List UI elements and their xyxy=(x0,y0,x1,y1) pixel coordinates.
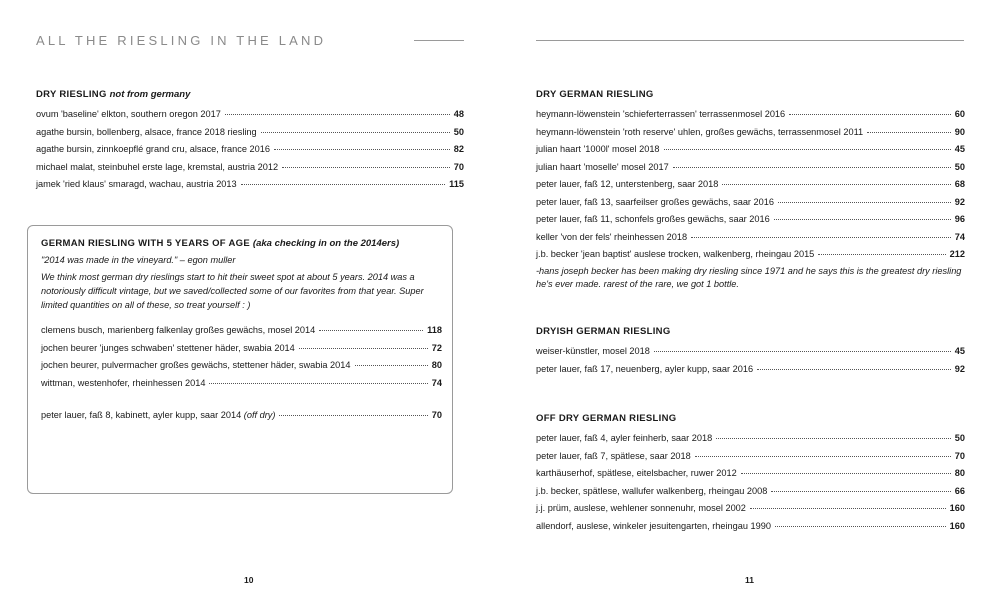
wine-price: 80 xyxy=(954,468,965,478)
wine-price: 92 xyxy=(954,363,965,374)
wine-row xyxy=(536,483,965,501)
wine-price: 90 xyxy=(954,126,965,137)
leader-dots xyxy=(867,132,951,133)
leader-dots xyxy=(279,415,427,416)
wine-name: j.b. becker, spätlese, wallufer walkenberg, rheingau 2008 xyxy=(536,485,768,496)
wine-price: 70 xyxy=(431,410,442,421)
wine-price: 92 xyxy=(954,196,965,207)
wine-name: peter lauer, faß 7, spätlese, saar 2018 xyxy=(536,450,691,461)
wine-row xyxy=(41,340,442,358)
wine-price: 96 xyxy=(954,214,965,224)
section-dryish-german xyxy=(536,326,965,378)
leader-dots xyxy=(654,351,951,352)
wine-name: peter lauer, faß 4, ayler feinherb, saar 2018 xyxy=(536,433,713,443)
page-number: 11 xyxy=(745,575,754,585)
aged-intro-text: We think most german dry rieslings start to hit their sweet spot at about 5 years. 2014 was a notoriously difficult vintage, but we saved/collected some of our favorites from that year. Super limited quantities on all of these, so treat yourself : ) xyxy=(41,272,424,310)
wine-price: 70 xyxy=(453,161,464,172)
wine-row xyxy=(536,500,965,518)
wine-name: j.j. prüm, auslese, wehlener sonnenuhr, mosel 2002 xyxy=(536,503,746,513)
leader-dots xyxy=(209,383,427,384)
wine-row xyxy=(36,159,464,177)
section-heading xyxy=(41,238,442,249)
page-number: 10 xyxy=(244,575,254,585)
wine-name: peter lauer, faß 13, saarfeilser großes gewächs, saar 2016 xyxy=(536,196,774,207)
heading-italic: (aka checking in on the 2014ers) xyxy=(252,238,400,249)
wine-row xyxy=(536,229,965,247)
section-heading xyxy=(36,89,464,100)
wine-row xyxy=(36,176,464,194)
leader-dots xyxy=(225,114,450,115)
leader-dots xyxy=(691,237,951,238)
wine-row xyxy=(36,124,464,142)
leader-dots xyxy=(771,491,950,492)
wine-row xyxy=(41,322,442,340)
leader-dots xyxy=(778,202,951,203)
wine-name: julian haart 'moselle' mosel 2017 xyxy=(536,161,669,172)
aged-riesling-content xyxy=(41,238,442,425)
section-dry-not-germany xyxy=(36,89,464,194)
leader-dots xyxy=(241,184,446,185)
wine-row xyxy=(536,448,965,466)
wine-row xyxy=(536,246,965,264)
right-page xyxy=(500,0,1000,607)
wine-row xyxy=(536,141,965,159)
wine-name xyxy=(41,407,275,425)
heading-italic: not from germany xyxy=(109,89,191,100)
section-dry-german xyxy=(536,89,965,291)
leader-dots xyxy=(818,254,945,255)
leader-dots xyxy=(261,132,450,133)
wine-name: weiser-künstler, mosel 2018 xyxy=(536,346,650,356)
leader-dots xyxy=(775,526,946,527)
wine-price: 74 xyxy=(431,377,442,388)
leader-dots xyxy=(722,184,950,185)
wine-row xyxy=(536,176,965,194)
wine-price: 80 xyxy=(431,360,442,371)
wine-name: karthäuserhof, spätlese, eitelsbacher, ruwer 2012 xyxy=(536,468,737,478)
wine-name: wittman, westenhofer, rheinhessen 2014 xyxy=(41,377,206,388)
wine-name-italic: (off dry) xyxy=(243,410,276,421)
leader-dots xyxy=(750,508,946,509)
wine-price: 50 xyxy=(954,161,965,172)
wine-price: 115 xyxy=(449,179,464,189)
section-heading: DRY GERMAN RIESLING xyxy=(536,89,654,100)
wine-row xyxy=(36,141,464,159)
heading-text: GERMAN RIESLING WITH 5 YEARS OF AGE xyxy=(41,238,250,249)
aged-riesling-box xyxy=(27,225,453,494)
wine-name: keller 'von der fels' rheinhessen 2018 xyxy=(536,231,688,242)
leader-dots xyxy=(299,348,428,349)
wine-name: ovum 'baseline' elkton, southern oregon 2017 xyxy=(36,109,221,119)
wine-price: 68 xyxy=(954,179,965,189)
wine-price: 45 xyxy=(954,346,965,356)
wine-name: j.b. becker 'jean baptist' auslese trocken, walkenberg, rheingau 2015 xyxy=(536,249,815,259)
leader-dots xyxy=(695,456,951,457)
leader-dots xyxy=(274,149,450,150)
wine-price: 70 xyxy=(954,450,965,461)
wine-row xyxy=(536,361,965,379)
wine-price: 66 xyxy=(954,485,965,496)
wine-price: 50 xyxy=(954,433,965,443)
wine-price: 82 xyxy=(453,144,464,154)
leader-dots xyxy=(664,149,951,150)
becker-note: -hans joseph becker has been making dry riesling since 1971 and he says this is the greatest dry riesling he's ever made. rarest of the rare, we got 1 bottle. xyxy=(536,265,962,289)
wine-price: 72 xyxy=(431,342,442,353)
wine-row xyxy=(36,106,464,124)
wine-row xyxy=(41,375,442,393)
wine-row xyxy=(536,430,965,448)
wine-name: jochen beurer, pulvermacher großes gewächs, stettener häder, swabia 2014 xyxy=(41,360,351,371)
leader-dots xyxy=(774,219,951,220)
wine-name-text: peter lauer, faß 8, kabinett, ayler kupp, saar 2014 xyxy=(41,410,242,421)
wine-price: 160 xyxy=(949,520,965,531)
leader-dots xyxy=(673,167,951,168)
wine-name: jochen beurer 'junges schwaben' stettener häder, swabia 2014 xyxy=(41,342,295,353)
wine-name: allendorf, auslese, winkeler jesuitengarten, rheingau 1990 xyxy=(536,520,771,531)
section-heading: DRYISH GERMAN RIESLING xyxy=(536,326,671,337)
wine-row xyxy=(41,407,442,425)
leader-dots xyxy=(282,167,450,168)
wine-name: julian haart '1000l' mosel 2018 xyxy=(536,144,660,154)
wine-row xyxy=(41,357,442,375)
wine-name: agathe bursin, bollenberg, alsace, france 2018 riesling xyxy=(36,126,257,137)
wine-row xyxy=(536,106,965,124)
leader-dots xyxy=(741,473,951,474)
wine-row xyxy=(536,194,965,212)
section-heading: OFF DRY GERMAN RIESLING xyxy=(536,413,677,424)
leader-dots xyxy=(355,365,428,366)
wine-name: clemens busch, marienberg falkenlay großes gewächs, mosel 2014 xyxy=(41,325,316,336)
wine-row xyxy=(536,211,965,229)
wine-name: jamek 'ried klaus' smaragd, wachau, austria 2013 xyxy=(36,179,237,189)
wine-row xyxy=(536,518,965,536)
wine-row xyxy=(536,343,965,361)
wine-price: 160 xyxy=(949,503,965,513)
wine-price: 118 xyxy=(427,325,442,336)
leader-dots xyxy=(789,114,951,115)
wine-price: 48 xyxy=(453,109,464,119)
wine-name: heymann-löwenstein 'schieferterrassen' terrassenmosel 2016 xyxy=(536,109,786,119)
menu-title: ALL THE RIESLING IN THE LAND xyxy=(36,33,327,48)
section-off-dry-german xyxy=(536,413,965,535)
wine-price: 45 xyxy=(954,144,965,154)
vintage-quote: "2014 was made in the vineyard." – egon muller xyxy=(41,255,236,265)
wine-price: 60 xyxy=(954,109,965,119)
wine-name: peter lauer, faß 12, unterstenberg, saar 2018 xyxy=(536,179,719,189)
wine-price: 50 xyxy=(453,126,464,137)
wine-name: peter lauer, faß 11, schonfels großes gewächs, saar 2016 xyxy=(536,214,770,224)
wine-name: michael malat, steinbuhel erste lage, kremstal, austria 2012 xyxy=(36,161,279,172)
leader-dots xyxy=(319,330,423,331)
wine-name: peter lauer, faß 17, neuenberg, ayler kupp, saar 2016 xyxy=(536,363,754,374)
header-rule-left xyxy=(414,40,464,41)
wine-row xyxy=(536,124,965,142)
leader-dots xyxy=(716,438,951,439)
wine-name: heymann-löwenstein 'roth reserve' uhlen, großes gewächs, terrassenmosel 2011 xyxy=(536,126,864,137)
header-rule-right xyxy=(536,40,964,41)
wine-price: 212 xyxy=(949,249,965,259)
wine-row xyxy=(536,159,965,177)
wine-price: 74 xyxy=(954,231,965,242)
wine-name: agathe bursin, zinnkoepflé grand cru, alsace, france 2016 xyxy=(36,144,270,154)
heading-text: DRY RIESLING xyxy=(36,89,107,100)
wine-row xyxy=(536,465,965,483)
leader-dots xyxy=(757,369,951,370)
